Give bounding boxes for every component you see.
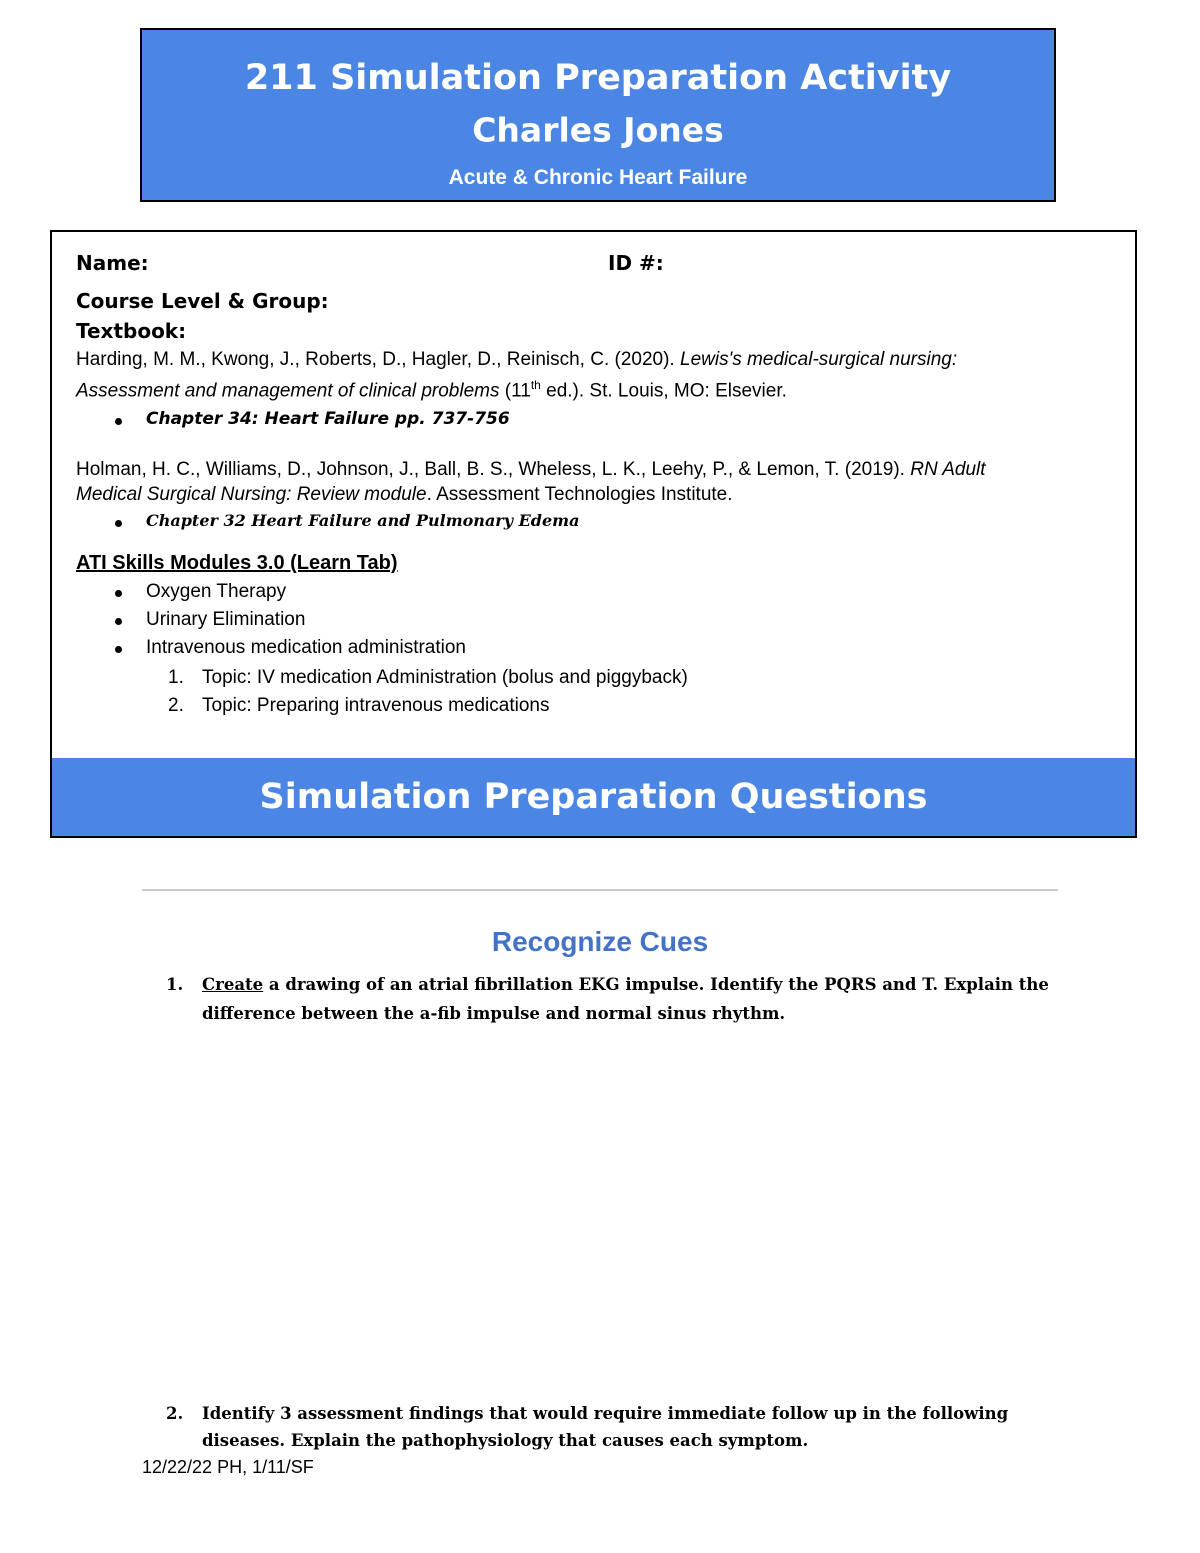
title-banner bbox=[140, 28, 1056, 202]
subitem-iv-administration: Topic: IV medication Administration (bolus and piggyback) bbox=[202, 667, 688, 688]
textbook-label: Textbook: bbox=[76, 319, 187, 343]
bullet-icon bbox=[115, 590, 122, 597]
ati-item-urinary: Urinary Elimination bbox=[146, 609, 306, 630]
bullet-icon bbox=[115, 618, 122, 625]
question-1-line1: Create a drawing of an atrial fibrillation EKG impulse. Identify the PQRS and T. Explain the bbox=[202, 975, 1049, 994]
bullet-icon bbox=[115, 520, 122, 527]
id-label: ID #: bbox=[608, 251, 664, 275]
reference-1-line1: Harding, M. M., Kwong, J., Roberts, D., Hagler, D., Reinisch, C. (2020). Lewis's medical-surgical nursing: bbox=[76, 349, 958, 370]
subitem-number: 2. bbox=[168, 695, 184, 716]
subitem-number: 1. bbox=[168, 667, 184, 688]
ati-item-oxygen: Oxygen Therapy bbox=[146, 581, 287, 602]
bullet-icon bbox=[115, 646, 122, 653]
horizontal-rule bbox=[142, 889, 1058, 891]
chapter-34-item: Chapter 34: Heart Failure pp. 737-756 bbox=[146, 409, 510, 429]
question-1-line2: difference between the a-fib impulse and normal sinus rhythm. bbox=[202, 1004, 786, 1023]
ati-skills-heading: ATI Skills Modules 3.0 (Learn Tab) bbox=[76, 552, 398, 574]
info-box bbox=[50, 230, 1137, 838]
topic-subtitle: Acute & Chronic Heart Failure bbox=[448, 166, 748, 189]
section-band: Simulation Preparation Questions bbox=[52, 758, 1135, 836]
subitem-preparing-iv: Topic: Preparing intravenous medications bbox=[202, 695, 550, 716]
reference-2-line1: Holman, H. C., Williams, D., Johnson, J., Ball, B. S., Wheless, L. K., Leehy, P., & Lemon, T. (2019). RN Adult bbox=[76, 459, 986, 480]
reference-2-line2: Medical Surgical Nursing: Review module. Assessment Technologies Institute. bbox=[76, 484, 733, 505]
question-2-line2: diseases. Explain the pathophysiology that causes each symptom. bbox=[202, 1431, 809, 1450]
footer-note: 12/22/22 PH, 1/11/SF bbox=[142, 1457, 314, 1477]
course-level-label: Course Level & Group: bbox=[76, 289, 329, 313]
recognize-cues-heading: Recognize Cues bbox=[491, 926, 709, 957]
question-2-number: 2. bbox=[166, 1404, 184, 1423]
document-title: 211 Simulation Preparation Activity bbox=[244, 58, 952, 98]
bullet-icon bbox=[115, 418, 122, 425]
question-2-line1: Identify 3 assessment findings that would require immediate follow up in the following bbox=[202, 1404, 1009, 1423]
reference-1-line2: Assessment and management of clinical problems (11th ed.). St. Louis, MO: Elsevier. bbox=[76, 378, 787, 402]
chapter-32-item: Chapter 32 Heart Failure and Pulmonary Edema bbox=[146, 511, 580, 530]
name-label: Name: bbox=[76, 251, 149, 275]
patient-name: Charles Jones bbox=[472, 110, 724, 150]
ati-item-iv: Intravenous medication administration bbox=[146, 637, 467, 658]
question-1-number: 1. bbox=[166, 975, 184, 994]
